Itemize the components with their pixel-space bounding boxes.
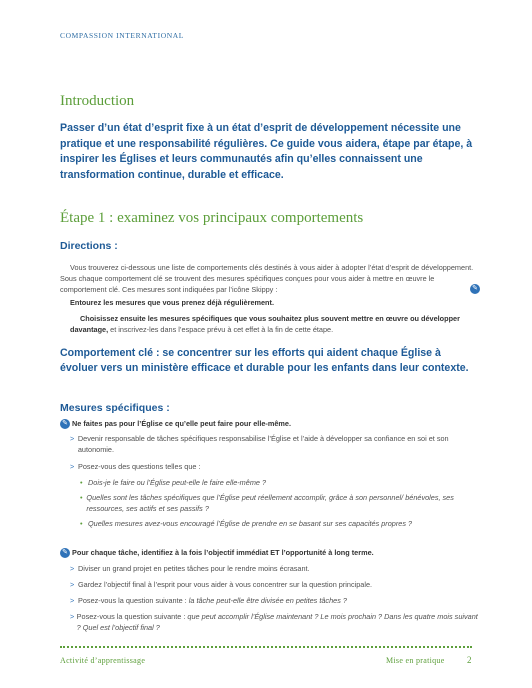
bullet-gt-icon: >: [70, 564, 75, 573]
measure2-item4-question: que peut accomplir l’Église maintenant ? Le mois prochain ? Dans les quatre mois suivant ? Quel est l’objectif final ?: [76, 612, 478, 632]
bullet-gt-icon: >: [70, 434, 75, 443]
measure1-item2: [70, 461, 480, 472]
instruction-choose: [70, 313, 480, 335]
bullet-dot-icon: •: [80, 478, 83, 487]
skippy-icon: ✎: [60, 548, 70, 558]
measure2-item2-text: Gardez l’objectif final à l’esprit pour vous aider à vous concentrer sur la question principale.: [78, 580, 373, 589]
measure2-item1: [70, 563, 480, 574]
measure2-item3-question: la tâche peut-elle être divisée en petites tâches ?: [188, 596, 347, 605]
measure1-item2-text: Posez-vous des questions telles que :: [78, 462, 201, 471]
directions-title: Directions :: [60, 240, 118, 252]
directions-body: [60, 262, 475, 295]
intro-body: Passer d’un état d’esprit fixe à un état d’esprit de développement nécessite une pratique et une responsabilité régulières. Ce guide vous aidera, étape par étape, à inspirer les Églises et leurs communautés afin qu’elles connaissent une transformation continue, durable et efficace.: [60, 122, 473, 181]
measure2-item3: [70, 595, 480, 606]
measure2-item1-text: Diviser un grand projet en petites tâches pour le rendre moins écrasant.: [78, 564, 310, 573]
bullet-gt-icon: >: [70, 612, 75, 621]
footer-left: Activité d’apprentissage: [60, 656, 146, 665]
key-behavior: Comportement clé : se concentrer sur les efforts qui aident chaque Église à évoluer vers un ministère efficace et durable pour les enfants dans leur contexte.: [60, 347, 469, 374]
measure1-sub3-text: Quelles mesures avez-vous encouragé l’Église de prendre en se basant sur ses capacités propres ?: [88, 519, 413, 528]
measure1-sub3: [80, 518, 480, 529]
measure2-item4-lead: Posez-vous la question suivante :: [76, 612, 186, 621]
measure1-sub2-text: Quelles sont les tâches spécifiques que l’Église peut réellement accomplir, grâce à son personnel/ bénévoles, ses ressources, ses actifs et ses passifs ?: [86, 493, 454, 513]
footer-right: Mise en pratique: [386, 656, 445, 665]
measure1-item1: [70, 433, 480, 455]
header-org: COMPASSION INTERNATIONAL: [60, 31, 184, 40]
measure1-row: [60, 419, 291, 429]
step1-title: Étape 1 : examinez vos principaux comportements: [60, 210, 364, 226]
measure2-item4: [70, 611, 480, 633]
bullet-gt-icon: >: [70, 596, 75, 605]
intro-title: Introduction: [60, 93, 135, 109]
bullet-dot-icon: •: [80, 493, 83, 502]
footer-divider: [60, 646, 472, 648]
measure1-sub1-text: Dois-je le faire ou l’Église peut-elle le faire elle-même ?: [88, 478, 267, 487]
instruction-circle: Entourez les mesures que vous prenez déjà régulièrement.: [70, 298, 274, 307]
measure1-label: Ne faites pas pour l’Église ce qu’elle peut faire pour elle-même.: [72, 419, 291, 428]
measure2-label: Pour chaque tâche, identifiez à la fois l’objectif immédiat ET l’opportunité à long terme.: [72, 548, 374, 557]
directions-text: Vous trouverez ci-dessous une liste de comportements clés destinés à vous aider à adopter l’état d’esprit de développement. Sous chaque comportement clé se trouvent des mesures spécifiques conçues pour vous aider à mettre en œuvre le comportement clé. Ces mesures sont indiquées par l’icône Skippy :: [60, 263, 474, 294]
measure1-item1-text: Devenir responsable de tâches spécifiques responsabilise l’Église et l’aide à développer sa confiance en soi et son autonomie.: [77, 434, 449, 454]
measure2-item3-lead: Posez-vous la question suivante :: [78, 596, 189, 605]
bullet-gt-icon: >: [70, 580, 75, 589]
instruction-choose-bold: Choisissez ensuite les mesures spécifiques que vous souhaitez plus souvent mettre en œuvre ou développer davantage,: [70, 314, 460, 334]
skippy-icon: ✎: [60, 419, 70, 429]
measure2-row: [60, 548, 374, 558]
measure1-sub2: [80, 492, 480, 514]
instruction-choose-rest: et inscrivez-les dans l’espace prévu à cet effet à la fin de cette étape.: [108, 325, 334, 334]
measure1-sub1: [80, 477, 480, 488]
measures-title: Mesures spécifiques :: [60, 402, 170, 414]
skippy-icon: ✎: [470, 284, 480, 294]
measure2-item2: [70, 579, 480, 590]
bullet-dot-icon: •: [80, 519, 83, 528]
page-number: 2: [467, 655, 472, 665]
bullet-gt-icon: >: [70, 462, 75, 471]
